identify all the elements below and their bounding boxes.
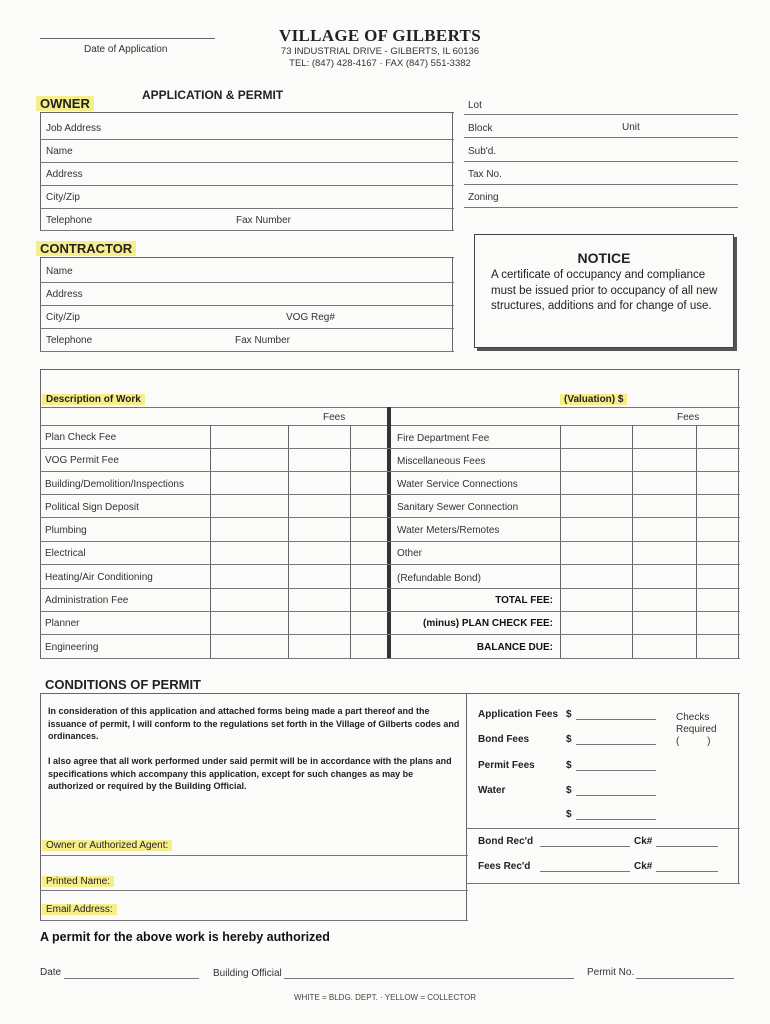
bond-fees-label: Bond Fees	[478, 734, 530, 745]
row-divider	[464, 114, 738, 115]
dollar-sign: $	[566, 709, 572, 720]
contractor-telephone-field[interactable]: Telephone	[46, 335, 93, 346]
job-address-field[interactable]: Job Address	[46, 123, 102, 134]
water-service-label: Water Service Connections	[397, 479, 518, 490]
row-divider	[466, 883, 740, 884]
refundable-bond-label: (Refundable Bond)	[397, 573, 481, 584]
plumbing-label: Plumbing	[45, 525, 87, 536]
owner-right-border	[452, 112, 453, 230]
owner-telephone-field[interactable]: Telephone	[46, 215, 93, 226]
owner-agent-line[interactable]	[40, 855, 468, 856]
extra-fee-line[interactable]	[576, 819, 656, 820]
printed-name-line[interactable]	[40, 890, 468, 891]
minus-plan-check-label: (minus) PLAN CHECK FEE:	[423, 618, 553, 629]
dollar-sign: $	[566, 809, 572, 820]
checks-required-label: Checks Required	[676, 712, 717, 735]
contractor-top-line	[40, 257, 454, 258]
email-address-line[interactable]	[40, 920, 468, 921]
miscellaneous-fees-label: Miscellaneous Fees	[397, 456, 486, 467]
application-fees-line[interactable]	[576, 719, 656, 720]
total-fee-label: TOTAL FEE:	[495, 595, 553, 606]
fees-ck-line[interactable]	[656, 871, 718, 872]
fee-col-divider	[696, 425, 697, 659]
fee-center-divider	[387, 407, 391, 659]
row-divider	[40, 282, 454, 283]
row-divider	[40, 448, 740, 449]
footer-date-line[interactable]	[64, 978, 199, 979]
conditions-paragraph-2: I also agree that all work performed under said permit will be in accordance with the plans and specifications which accompany this application, except for such changes as may be authorized or required by the Building Official.	[48, 756, 452, 791]
application-fees-label: Application Fees	[478, 709, 559, 720]
row-divider	[40, 658, 740, 659]
email-address-label: Email Address:	[42, 904, 117, 915]
subd-field[interactable]: Sub'd.	[468, 146, 497, 157]
owner-left-border	[40, 112, 41, 230]
building-official-label: Building Official	[213, 968, 282, 979]
bond-recd-label: Bond Rec'd	[478, 836, 534, 847]
fees-right-header: Fees	[677, 412, 700, 423]
row-divider	[40, 494, 740, 495]
owner-heading: OWNER	[36, 96, 94, 111]
bond-ck-line[interactable]	[656, 846, 718, 847]
dollar-sign: $	[566, 785, 572, 796]
row-divider	[40, 564, 740, 565]
row-divider	[40, 588, 740, 589]
bond-recd-line[interactable]	[540, 846, 630, 847]
owner-address-field[interactable]: Address	[46, 169, 83, 180]
row-divider	[464, 137, 738, 138]
building-inspections-label: Building/Demolition/Inspections	[45, 479, 184, 490]
owner-top-line	[40, 112, 454, 113]
vog-permit-fee-label: VOG Permit Fee	[45, 455, 119, 466]
conditions-paragraph-1: In consideration of this application and attached forms being made a part thereof and the issuance of permit, I will conform to the regulations set forth in the Village of Gilberts codes and ordinances.	[48, 706, 460, 741]
page-title: VILLAGE OF GILBERTS	[279, 26, 481, 45]
footer-date-label: Date	[40, 967, 62, 978]
form-title: APPLICATION & PERMIT	[142, 88, 284, 102]
fees-recd-label: Fees Rec'd	[478, 861, 531, 872]
row-divider	[40, 611, 740, 612]
row-divider	[40, 541, 740, 542]
water-line[interactable]	[576, 795, 656, 796]
work-right-border	[738, 369, 739, 659]
contractor-fax-field[interactable]: Fax Number	[235, 335, 291, 346]
row-divider	[40, 328, 454, 329]
bond-fees-line[interactable]	[576, 744, 656, 745]
row-divider	[464, 207, 738, 208]
permit-authorized-text: A permit for the above work is hereby authorized	[40, 930, 330, 944]
copy-distribution-note: WHITE = BLDG. DEPT. · YELLOW = COLLECTOR	[294, 993, 476, 1002]
dollar-sign: $	[566, 760, 572, 771]
conditions-heading: CONDITIONS OF PERMIT	[45, 677, 201, 692]
unit-field[interactable]: Unit	[622, 122, 640, 133]
contractor-heading: CONTRACTOR	[36, 241, 136, 256]
permit-no-label: Permit No.	[587, 967, 635, 978]
conditions-left-border	[40, 693, 41, 921]
fee-col-divider	[632, 425, 633, 659]
row-divider	[40, 351, 454, 352]
date-of-application-label: Date of Application	[84, 44, 168, 55]
balance-due-label: BALANCE DUE:	[476, 642, 553, 653]
work-left-border	[40, 369, 41, 659]
permit-fees-line[interactable]	[576, 770, 656, 771]
valuation-label: (Valuation) $	[560, 394, 627, 405]
row-divider	[464, 161, 738, 162]
row-divider	[40, 139, 454, 140]
fee-col-divider	[210, 425, 211, 659]
permit-fees-label: Permit Fees	[478, 760, 535, 771]
engineering-label: Engineering	[45, 642, 99, 653]
row-divider	[40, 185, 454, 186]
vog-reg-field[interactable]: VOG Reg#	[286, 312, 335, 323]
row-divider	[466, 828, 740, 829]
sanitary-sewer-label: Sanitary Sewer Connection	[397, 502, 519, 513]
zoning-field[interactable]: Zoning	[468, 192, 499, 203]
work-top-line	[40, 369, 740, 370]
building-official-line[interactable]	[284, 978, 574, 979]
date-of-application-line[interactable]	[40, 38, 215, 39]
row-divider	[40, 634, 740, 635]
contractor-name-field[interactable]: Name	[46, 266, 73, 277]
fee-col-divider	[350, 425, 351, 659]
row-divider	[40, 230, 454, 231]
row-divider	[40, 517, 740, 518]
contractor-cityzip-field[interactable]: City/Zip	[46, 312, 80, 323]
electrical-label: Electrical	[45, 548, 86, 559]
row-divider	[40, 471, 740, 472]
plan-check-fee-label: Plan Check Fee	[45, 432, 117, 443]
fees-recd-line[interactable]	[540, 871, 630, 872]
fire-department-fee-label: Fire Department Fee	[397, 433, 490, 444]
dollar-sign: $	[566, 734, 572, 745]
administration-fee-label: Administration Fee	[45, 595, 129, 606]
political-sign-label: Political Sign Deposit	[45, 502, 139, 513]
fee-col-divider	[288, 425, 289, 659]
owner-cityzip-field[interactable]: City/Zip	[46, 192, 80, 203]
header-address: 73 INDUSTRIAL DRIVE - GILBERTS, IL 60136	[280, 46, 480, 57]
owner-name-field[interactable]: Name	[46, 146, 73, 157]
water-meters-label: Water Meters/Remotes	[397, 525, 500, 536]
hvac-label: Heating/Air Conditioning	[45, 572, 153, 583]
header-phone: TEL: (847) 428-4167 · FAX (847) 551-3382	[289, 58, 471, 69]
owner-agent-label: Owner or Authorized Agent:	[42, 840, 172, 851]
block-field[interactable]: Block	[468, 123, 493, 134]
row-divider	[464, 184, 738, 185]
planner-label: Planner	[45, 618, 80, 629]
row-divider	[40, 162, 454, 163]
conditions-mid-border	[466, 693, 467, 921]
contractor-address-field[interactable]: Address	[46, 289, 83, 300]
permit-no-line[interactable]	[636, 978, 734, 979]
fee-col-divider	[560, 425, 561, 659]
lot-field[interactable]: Lot	[468, 100, 482, 111]
water-label: Water	[478, 785, 506, 796]
row-divider	[40, 208, 454, 209]
notice-title: NOTICE	[577, 250, 631, 266]
conditions-top-line	[40, 693, 740, 694]
notice-body: A certificate of occupancy and compliance must be issued prior to occupancy of all new structures, additions and for change of use.	[491, 269, 718, 312]
notice-box	[474, 234, 734, 348]
fees-left-header: Fees	[323, 412, 346, 423]
other-label: Other	[397, 548, 423, 559]
printed-name-label: Printed Name:	[42, 876, 114, 887]
row-divider	[40, 305, 454, 306]
owner-fax-field[interactable]: Fax Number	[236, 215, 292, 226]
fees-ck-label: Ck#	[634, 861, 653, 872]
description-of-work-label: Description of Work	[42, 394, 145, 405]
conditions-right-border	[738, 693, 739, 883]
checks-required-paren: ( )	[676, 736, 711, 747]
bond-ck-label: Ck#	[634, 836, 653, 847]
tax-no-field[interactable]: Tax No.	[468, 169, 502, 180]
